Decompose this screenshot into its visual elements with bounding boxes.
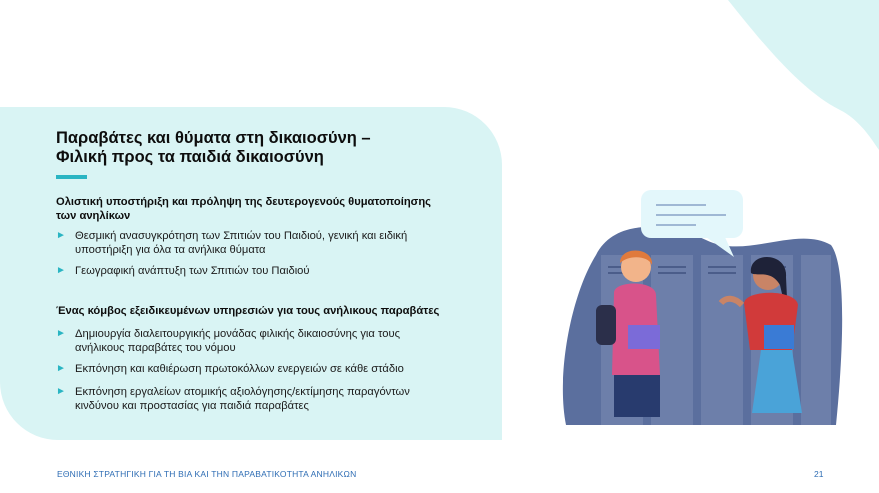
bullet-text: Δημιουργία διαλειτουργικής μονάδας φιλικής δικαιοσύνης για τους [75,328,400,340]
bullet-text: κινδύνου και προστασίας για παιδιά παραβάτες [75,400,309,412]
section1-heading [56,195,486,223]
title-accent-bar [56,175,87,179]
students-illustration [556,185,846,435]
section1-heading-line1: Ολιστική υποστήριξη και πρόληψη της δευτερογενούς θυματοποίησης [56,196,431,208]
bullet-arrow-icon: ► [56,386,66,397]
section2-heading [56,304,486,318]
slide-title-line1: Παραβάτες και θύματα στη δικαιοσύνη – [56,129,371,147]
list-item [56,264,486,278]
bullet-text: Θεσμική ανασυγκρότηση των Σπιτιών του Παιδιού, γενική και ειδική [75,230,408,242]
bullet-arrow-icon: ► [56,230,66,241]
list-item [56,362,486,376]
page-number: 21 [814,469,824,479]
list-item [56,327,486,355]
section1-heading-line2: των ανηλίκων [56,210,131,222]
bullet-text: ανήλικους παραβάτες του νόμου [75,342,236,354]
section2-heading-text: Ένας κόμβος εξειδικευμένων υπηρεσιών για τους ανήλικους παραβάτες [56,305,440,317]
bullet-text: Γεωγραφική ανάπτυξη των Σπιτιών του Παιδιού [75,265,310,277]
bullet-text: Εκπόνηση και καθιέρωση πρωτοκόλλων ενεργειών σε κάθε στάδιο [75,363,404,375]
footer-text: ΕΘΝΙΚΗ ΣΤΡΑΤΗΓΙΚΗ ΓΙΑ ΤΗ ΒΙΑ ΚΑΙ ΤΗΝ ΠΑΡΑΒΑΤΙΚΟΤΗΤΑ ΑΝΗΛΙΚΩΝ [57,469,357,479]
bullet-arrow-icon: ► [56,363,66,374]
list-item [56,229,486,257]
bullet-text: Εκπόνηση εργαλείων ατομικής αξιολόγησης/εκτίμησης παραγόντων [75,386,410,398]
slide-title-line2: Φιλική προς τα παιδιά δικαιοσύνη [56,148,324,166]
bullet-arrow-icon: ► [56,265,66,276]
slide-title [56,129,476,167]
list-item [56,385,486,413]
bullet-text: υποστήριξη για όλα τα ανήλικα θύματα [75,244,266,256]
bullet-arrow-icon: ► [56,328,66,339]
